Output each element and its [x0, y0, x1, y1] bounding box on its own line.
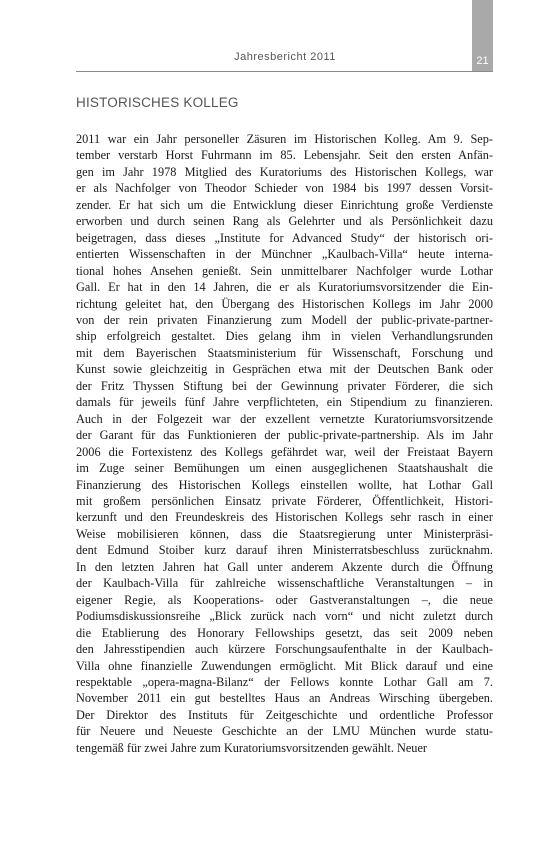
- body-line: November 2011 ein gut bestelltes Haus an Andreas Wirsching übergeben.: [76, 691, 493, 706]
- body-line: Gall. Er hat in den 14 Jahren, die er als Kuratoriumsvorsitzender die Ein-: [76, 280, 493, 295]
- body-line: tember verstarb Horst Fuhrmann im 85. Lebensjahr. Seit den ersten Anfän-: [76, 148, 493, 163]
- body-line: ship erfolgreich gestaltet. Dies gelang ihm in vielen Verhandlungsrunden: [76, 329, 493, 344]
- body-line: er als Nachfolger von Theodor Schieder von 1984 bis 1997 dessen Vorsit-: [76, 181, 493, 196]
- body-line: Kunst sowie gleichzeitig in Gesprächen etwa mit der Deutschen Bank oder: [76, 362, 493, 377]
- body-line: dent Edmund Stoiber kurz darauf ihren Ministerratsbeschluss zurücknahm.: [76, 543, 493, 558]
- body-line: In den letzten Jahren hat Gall unter anderem Akzente durch die Öffnung: [76, 559, 493, 574]
- body-line: kerzunft und den Freundeskreis des Historischen Kollegs sehr rasch in einer: [76, 510, 493, 525]
- body-line: für Neuere und Neueste Geschichte an der LMU München wurde statu-: [76, 724, 493, 739]
- running-head: Jahresbericht 2011: [234, 51, 336, 63]
- body-line: der Garant für das Funktionieren der public-private-partnership. Als im Jahr: [76, 428, 493, 443]
- section-title: HISTORISCHES KOLLEG: [76, 95, 239, 110]
- header-rule: [76, 71, 493, 72]
- body-line: tional hohes Ansehen genießt. Sein unmittelbarer Nachfolger wurde Lothar: [76, 263, 493, 278]
- body-line: Podiumsdiskussionsreihe „Blick zurück nach vorn“ und nicht zuletzt durch: [76, 609, 493, 624]
- body-line: mit großem persönlichen Einsatz private Förderer, Öffentlichkeit, Histori-: [76, 493, 493, 508]
- body-line: 2006 die Fortexistenz des Kollegs gefährdet war, weil der Freistaat Bayern: [76, 444, 493, 459]
- body-line: Villa ohne finanzielle Zuwendungen ermöglicht. Mit Blick darauf und eine: [76, 658, 493, 673]
- body-line: zender. Er hat sich um die Entwicklung dieser Einrichtung große Verdienste: [76, 197, 493, 212]
- body-line: der Kaulbach-Villa für zahlreiche wissenschaftliche Veranstaltungen – in: [76, 576, 493, 591]
- body-line: richtung geleitet hat, den Übergang des Historischen Kollegs im Jahr 2000: [76, 296, 493, 311]
- body-line: im Zuge seiner Bemühungen um einen ausgeglichenen Staatshaushalt die: [76, 461, 493, 476]
- body-line: die Etablierung des Honorary Fellowships gesetzt, das seit 2009 neben: [76, 625, 493, 640]
- body-line: Der Direktor des Instituts für Zeitgeschichte und ordentliche Professor: [76, 707, 493, 722]
- body-line: gen im Jahr 1978 Mitglied des Kuratoriums des Historischen Kollegs, war: [76, 164, 493, 179]
- body-text: [76, 131, 493, 756]
- body-line: erworben und durch seinen Rang als Gelehrter und als Persönlichkeit dazu: [76, 214, 493, 229]
- body-line: 2011 war ein Jahr personeller Zäsuren im Historischen Kolleg. Am 9. Sep-: [76, 132, 493, 146]
- body-line: den Jahresstipendien auch kürzere Forschungsaufenthalte in der Kaulbach-: [76, 642, 493, 657]
- body-line: damals für jeweils fünf Jahre verpflichteten, ein Stipendium zu finanzieren.: [76, 395, 493, 410]
- body-line: beigetragen, dass dieses „Institute for Advanced Study“ der historisch ori-: [76, 230, 493, 245]
- body-line: der Fritz Thyssen Stiftung bei der Gewinnung privater Förderer, die sich: [76, 378, 493, 393]
- body-line: Auch in der Folgezeit war der exzellent vernetzte Kuratoriumsvorsitzende: [76, 411, 493, 426]
- body-line: Weise mobilisieren können, dass die Staatsregierung unter Ministerpräsi-: [76, 526, 493, 541]
- body-line: tengemäß für zwei Jahre zum Kuratoriumsvorsitzenden gewählt. Neuer: [76, 740, 428, 755]
- body-line: mit dem Bayerischen Staatsministerium für Wissenschaft, Forschung und: [76, 345, 493, 360]
- body-line: von der rein privaten Finanzierung zum Modell der public-private-partner-: [76, 312, 493, 327]
- body-line: respektable „opera-magna-Bilanz“ der Fellows konnte Lothar Gall am 7.: [76, 674, 493, 689]
- body-line: entierten Wissenschaften in der Münchner „Kaulbach-Villa“ heute interna-: [76, 247, 493, 262]
- page-number-tab: [472, 0, 493, 72]
- body-line: eigener Regie, als Kooperations- oder Gastveranstaltungen –, die neue: [76, 592, 493, 607]
- body-line: Finanzierung des Historischen Kollegs einstellen wollte, hat Lothar Gall: [76, 477, 493, 492]
- page-number: 21: [476, 55, 489, 67]
